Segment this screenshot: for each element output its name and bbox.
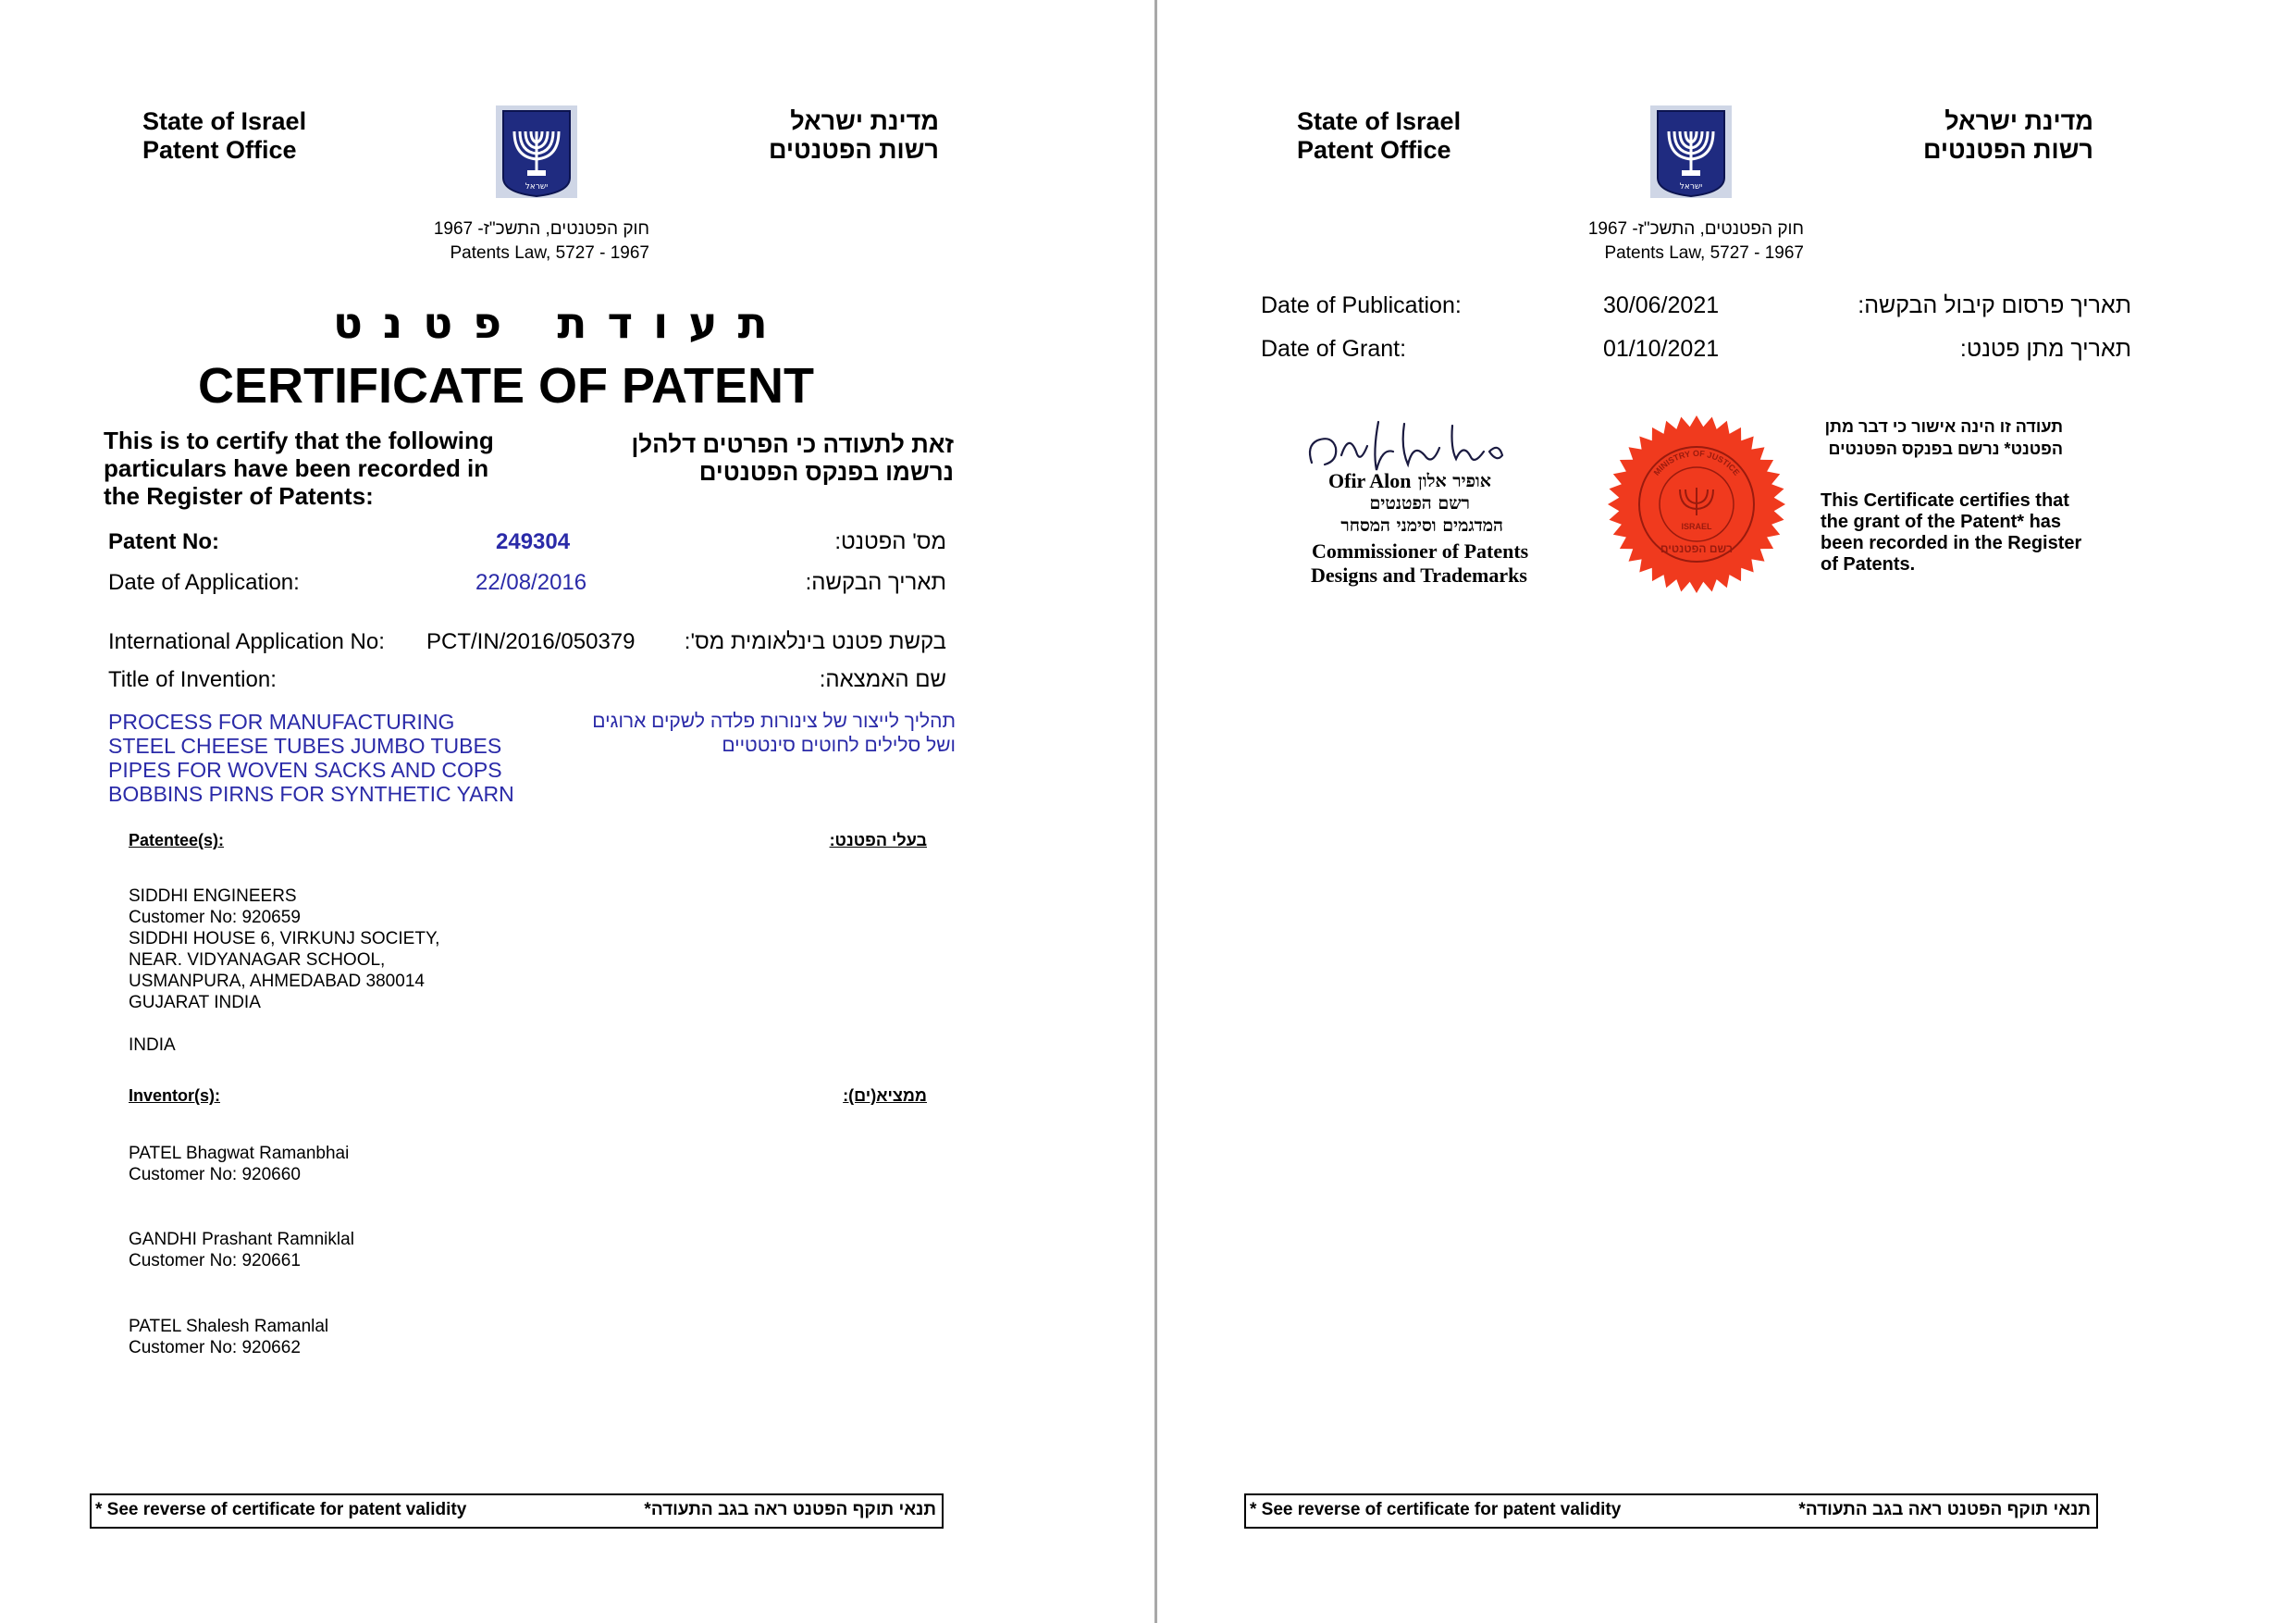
patentee-heading: Patentee(s):: [129, 831, 225, 849]
certificate-note: This Certificate certifies that the grant of the Patent* has been recorded in the Register of Patents.: [1821, 490, 2082, 575]
validity-note: * See reverse of certificate for patent validity: [95, 1500, 467, 1519]
patent-office-heading-he: רשות הפטנטים: [1922, 136, 2093, 164]
certificate-title-he: תעודת פטנט: [333, 298, 788, 349]
inventor-item: PATEL Bhagwat Ramanbhai Customer No: 920660: [129, 1144, 350, 1184]
validity-footer: [1244, 1493, 2098, 1529]
validity-note: * See reverse of certificate for patent validity: [1250, 1500, 1622, 1519]
inventor-item: PATEL Shalesh Ramanlal Customer No: 920662: [129, 1317, 329, 1357]
law-reference-en: Patents Law, 5727 - 1967: [1604, 243, 1804, 263]
international-application-label-he: בקשת פטנט בינלאומית מס':: [684, 629, 946, 654]
patent-no-label: Patent No:: [108, 529, 219, 554]
commissioner-name: Ofir Alon: [1328, 469, 1412, 492]
publication-date-value: 30/06/2021: [1603, 292, 1720, 318]
patent-office-heading-he: רשות הפטנטים: [768, 136, 939, 164]
svg-text:ישראל: ישראל: [525, 182, 549, 192]
svg-text:ישראל: ישראל: [1679, 182, 1703, 192]
validity-note-he: תנאי תוקף הפטנט ראה בגב התעודה*: [1798, 1500, 2091, 1519]
validity-note-he: תנאי תוקף הפטנט ראה בגב התעודה*: [644, 1500, 936, 1519]
inventor-heading: Inventor(s):: [129, 1086, 220, 1105]
inventor-item: GANDHI Prashant Ramniklal Customer No: 920661: [129, 1230, 354, 1270]
state-of-israel-heading: State of Israel: [142, 107, 307, 135]
certify-statement-he: זאת לתעודה כי הפרטים דלהלן נרשמו בפנקס הפטנטים: [631, 430, 954, 486]
international-application-value: PCT/IN/2016/050379: [426, 629, 636, 654]
state-of-israel-heading-he: מדינת ישראל: [790, 107, 939, 135]
application-date-label: Date of Application:: [108, 570, 300, 595]
menorah-emblem-icon: [494, 104, 579, 200]
ministry-stamp-icon: [1606, 414, 1787, 595]
state-of-israel-heading-he: מדינת ישראל: [1944, 107, 2093, 135]
certificate-title: CERTIFICATE OF PATENT: [198, 358, 814, 414]
application-date-label-he: תאריך הבקשה:: [805, 570, 946, 595]
certify-statement: This is to certify that the following particulars have been recorded in the Register of Patents:: [104, 427, 494, 510]
patent-no-value: 249304: [496, 529, 571, 554]
validity-footer: [90, 1493, 944, 1529]
law-reference-he: חוק הפטנטים, התשכ"ז- 1967: [1587, 219, 1804, 239]
patentee-details: SIDDHI ENGINEERS Customer No: 920659 SIDDHI HOUSE 6, VIRKUNJ SOCIETY, NEAR. VIDYANAGAR SCHOOL, USMANPURA, AHMEDABAD 380014 GUJARAT INDIA: [129, 886, 440, 1012]
law-reference-en: Patents Law, 5727 - 1967: [450, 243, 649, 263]
inventor-heading-he: ממציא(ים):: [843, 1086, 927, 1105]
svg-text:ISRAEL: ISRAEL: [1681, 522, 1712, 531]
menorah-emblem-icon: [1648, 104, 1734, 200]
certificate-front-page: [0, 0, 1147, 1623]
patent-office-heading: Patent Office: [1297, 136, 1451, 164]
law-reference-he: חוק הפטנטים, התשכ"ז- 1967: [433, 219, 649, 239]
grant-date-value: 01/10/2021: [1603, 336, 1720, 362]
patent-office-heading: Patent Office: [142, 136, 297, 164]
grant-date-label: Date of Grant:: [1261, 336, 1407, 362]
state-of-israel-heading: State of Israel: [1297, 107, 1462, 135]
grant-date-label-he: תאריך מתן פטנט:: [1959, 336, 2131, 362]
patentee-country: INDIA: [129, 1035, 176, 1055]
commissioner-title-he: רשם הפטנטים: [1369, 493, 1470, 514]
certificate-note-he: תעודה זו הינה אישור כי דבר מתן הפטנט* נרשם בפנקס הפטנטים: [1824, 417, 2063, 458]
commissioner-title: Commissioner of Patents: [1312, 539, 1529, 563]
patent-no-label-he: מס' הפטנט:: [834, 529, 946, 554]
invention-title: PROCESS FOR MANUFACTURING STEEL CHEESE TUBES JUMBO TUBES PIPES FOR WOVEN SACKS AND COPS BOBBINS PIRNS FOR SYNTHETIC YARN: [108, 710, 514, 806]
page-divider: [1154, 0, 1157, 1623]
svg-text:רשם הפטנטים: רשם הפטנטים: [1660, 542, 1734, 555]
publication-date-label: Date of Publication:: [1261, 292, 1462, 318]
commissioner-name-he: אופיר אלון: [1417, 471, 1491, 491]
application-date-value: 22/08/2016: [475, 570, 587, 595]
certificate-reverse-page: [1166, 0, 2296, 1623]
svg-text:MINISTRY OF JUSTICE: MINISTRY OF JUSTICE: [1651, 448, 1742, 477]
publication-date-label-he: תאריך פרסום קיבול הבקשה:: [1858, 292, 2131, 318]
patentee-heading-he: בעלי הפטנט:: [829, 831, 927, 849]
commissioner-title-2: Designs and Trademarks: [1311, 564, 1527, 587]
invention-title-label-he: שם האמצאה:: [819, 667, 946, 692]
international-application-label: International Application No:: [108, 629, 385, 654]
invention-title-label: Title of Invention:: [108, 667, 277, 692]
invention-title-he: תהליך לייצור של צינורות פלדה לשקים ארוגים ושל סלילים לחוטים סינטטיים: [592, 711, 956, 756]
commissioner-title-he-2: המדגמים וסימני המסחר: [1340, 515, 1503, 536]
